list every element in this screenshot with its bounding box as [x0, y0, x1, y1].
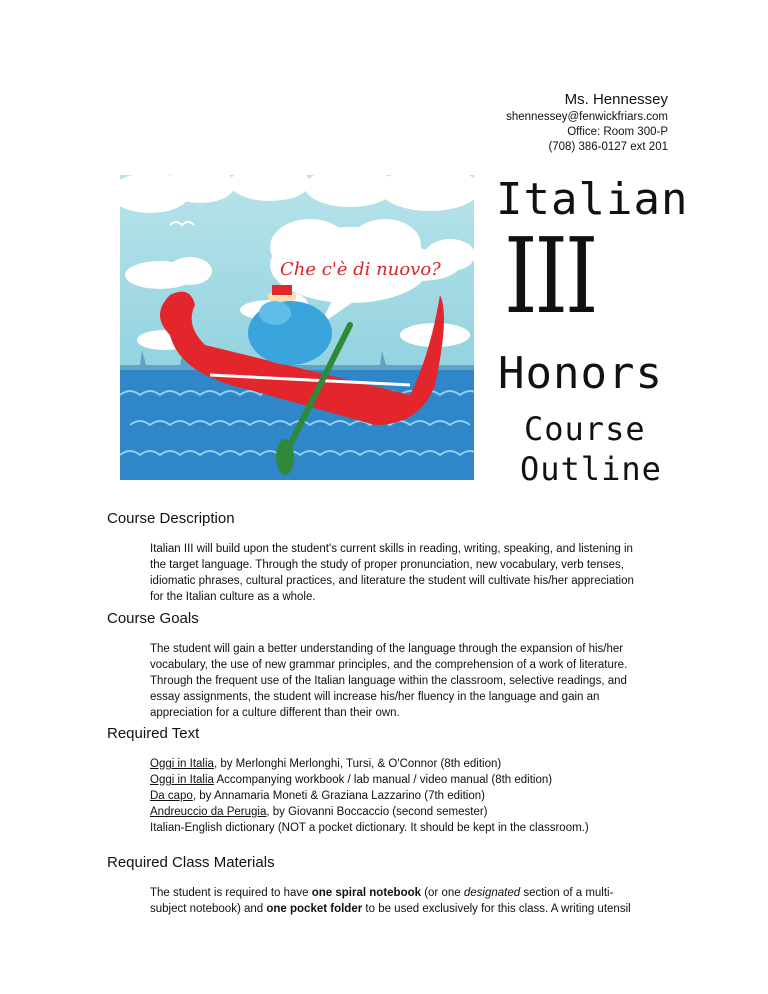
emphasis: designated [463, 887, 521, 899]
section-required-materials [107, 853, 667, 917]
emphasis: one pocket folder [266, 903, 363, 915]
title-honors: Honors [498, 348, 663, 399]
book-title: Oggi in Italia [150, 774, 214, 786]
title-italian: Italian [496, 174, 689, 225]
book-details: Italian-English dictionary (NOT a pocket dictionary. It should be kept in the classroom.) [150, 822, 589, 834]
book-details: , by Giovanni Boccaccio (second semester) [266, 806, 488, 818]
book-details: Accompanying workbook / lab manual / video manual (8th edition) [213, 774, 553, 786]
required-text-list [150, 756, 645, 836]
title-course: Course [524, 410, 646, 448]
emphasis: one spiral notebook [311, 887, 422, 899]
book-title: Andreuccio da Perugia [150, 806, 267, 818]
section-required-text [107, 724, 667, 836]
speech-text: Che c'è di nuovo? [280, 259, 441, 280]
section-course-description [107, 509, 667, 605]
section-text: Italian III will build upon the student's current skills in reading, writing, speaking, and listening in the target language. Through the study of proper pronunciation, new vocabulary, verb tenses, idiomatic phrases, cultural practices, and literature the student will cultivate his/her appreciation for the Italian culture as a whole. [150, 543, 634, 603]
teacher-name: Ms. Hennessey [564, 91, 668, 108]
section-course-goals [107, 609, 667, 721]
section-heading: Course Goals [107, 610, 199, 627]
book-title: Da capo [150, 790, 193, 802]
section-text: The student will gain a better understanding of the language through the expansion of his/her vocabulary, the use of new grammar principles, and the comprehension of a work of literature. Through the frequent use of the Italian language within the classroom, selective readings, and essay assignments, the student will increase his/her fluency in the language and gain an appreciation for a culture different than their own. [150, 643, 628, 719]
list-item [150, 788, 645, 804]
book-details: , by Annamaria Moneti & Graziana Lazzarino (7th edition) [192, 790, 485, 802]
list-item [150, 772, 645, 788]
oar-blade [276, 439, 294, 475]
list-item [150, 804, 645, 820]
book-title: Oggi in Italia [150, 758, 214, 770]
title-level: III [504, 215, 596, 337]
list-item [150, 756, 645, 772]
teacher-email: shennessey@fenwickfriars.com [506, 111, 668, 123]
book-details: , by Merlonghi Merlonghi, Tursi, & O'Connor (8th edition) [213, 758, 502, 770]
section-heading: Required Class Materials [107, 854, 275, 871]
gondola-bird-illustration [120, 175, 474, 480]
section-heading: Required Text [107, 725, 200, 742]
teacher-phone: (708) 386-0127 ext 201 [548, 141, 668, 153]
contact-info [506, 90, 668, 155]
title-outline: Outline [520, 450, 662, 488]
section-text: The student is required to have one spiral notebook (or one designated section of a multi-subject notebook) and one pocket folder to be used exclusively for this class. A writing utensil [150, 887, 631, 915]
section-heading: Course Description [107, 510, 235, 527]
list-item [150, 820, 645, 836]
teacher-office: Office: Room 300-P [567, 126, 668, 138]
